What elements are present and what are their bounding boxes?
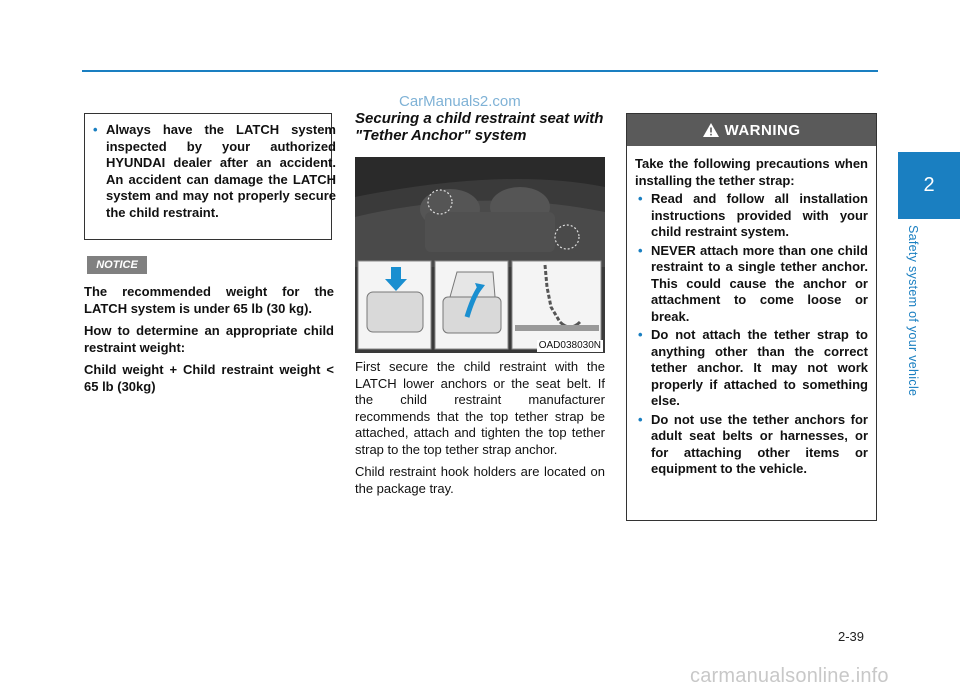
warning-intro: Take the following precautions when installing the tether strap:: [635, 156, 868, 188]
bullet-text: Do not use the tether anchors for adult seat belts or harnesses, or for attaching other items or equipment to the vehicle.: [651, 411, 868, 476]
paragraph: Child restraint hook holders are located on the package tray.: [355, 464, 605, 496]
warning-bullet: [635, 191, 868, 241]
warning-body: [635, 156, 868, 480]
latch-inspection-bullet: [90, 122, 336, 221]
bullet-icon: •: [638, 191, 643, 206]
paragraph: The recommended weight for the LATCH system is under 65 lb (30 kg).: [84, 284, 334, 316]
paragraph: First secure the child restraint with the LATCH lower anchors or the seat belt. If the child restraint manufacturer recommends that the top tether strap be attached, attach and tighten the top tether strap to the top tether strap anchor.: [355, 359, 605, 457]
bullet-icon: •: [638, 242, 643, 258]
warning-bullet: [635, 243, 868, 326]
chapter-title: Safety system of your vehicle: [906, 225, 920, 397]
bullet-text: NEVER attach more than one child restraint to a single tether anchor. This could cause the anchor or attachment to come loose or break.: [651, 242, 868, 324]
section-title: Securing a child restraint seat with "Tether Anchor" system: [355, 110, 604, 144]
warning-bullet: [635, 412, 868, 478]
tether-anchor-figure: [355, 157, 605, 353]
warning-title: WARNING: [724, 121, 801, 139]
paragraph: How to determine an appropriate child restraint weight:: [84, 323, 334, 355]
warning-triangle-icon: [703, 123, 719, 137]
notice-badge: NOTICE: [87, 256, 147, 274]
latch-inspection-box: [84, 113, 336, 240]
bullet-icon: •: [93, 122, 98, 137]
page-number: 2-39: [838, 629, 865, 644]
tether-instructions: [355, 359, 605, 503]
bullet-text: Always have the LATCH system inspected by your authorized HYUNDAI dealer after an accident. An accident can damage the LATCH system and may not properly secure the child restraint.: [106, 122, 336, 220]
bullet-text: Read and follow all installation instructions provided with your child restraint system.: [651, 191, 868, 239]
warning-box: [626, 113, 877, 521]
chapter-tab[interactable]: 2: [898, 152, 960, 219]
watermark-bottom: carmanualsonline.info: [690, 665, 889, 687]
warning-bullet: [635, 327, 868, 410]
header-rule: [82, 70, 878, 72]
watermark-top: CarManuals2.com: [399, 93, 521, 110]
notice-text: [84, 284, 334, 401]
warning-header: [627, 114, 876, 146]
figure-code: OAD038030N: [538, 340, 601, 351]
paragraph: Child weight + Child restraint weight < 65 lb (30kg): [84, 362, 334, 394]
bullet-text: Do not attach the tether strap to anything other than the correct tether anchor. It may not work properly if attached to something else.: [651, 327, 868, 408]
bullet-icon: •: [638, 411, 643, 427]
rear-seat-illustration: [355, 157, 605, 353]
bullet-icon: •: [638, 327, 643, 342]
